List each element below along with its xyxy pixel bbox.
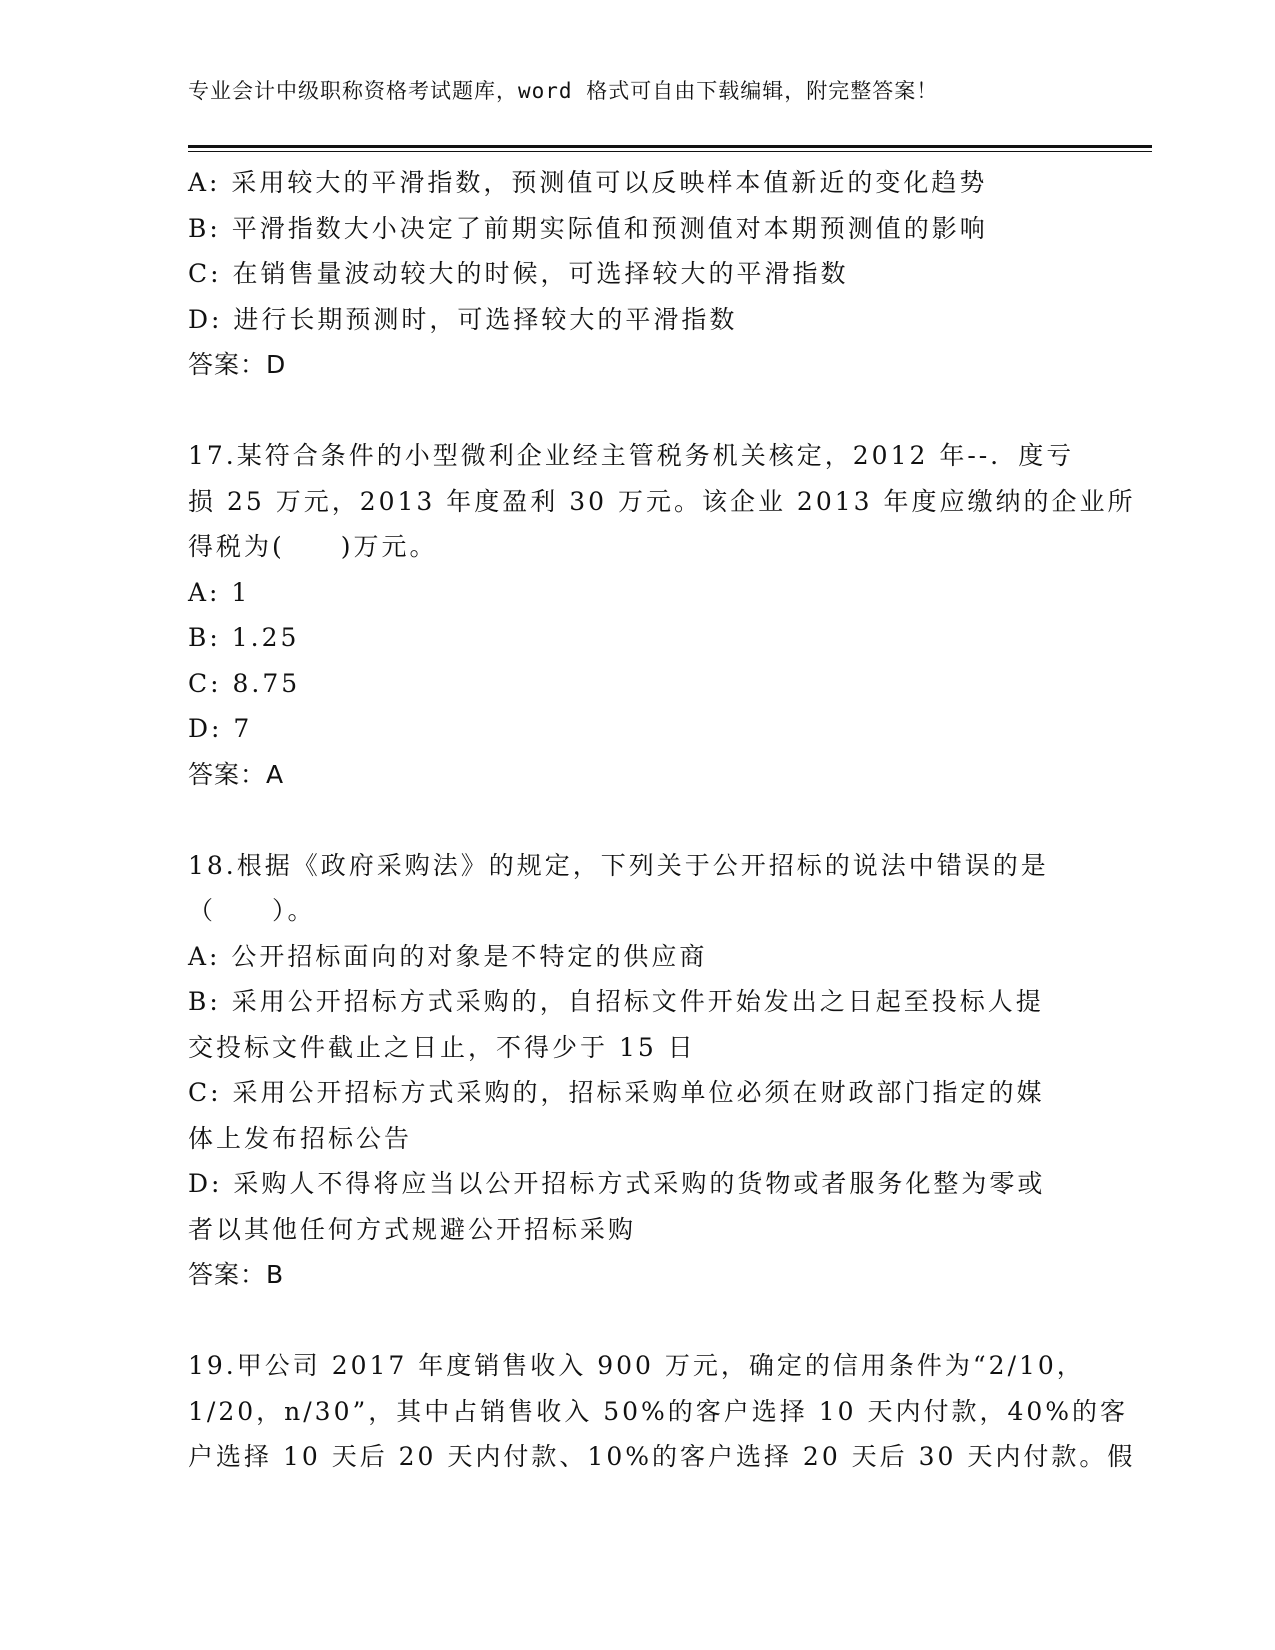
option-c-cont: 体上发布招标公告	[188, 1123, 413, 1153]
question-stem-line: 18.根据《政府采购法》的规定，下列关于公开招标的说法中错误的是	[188, 850, 1049, 880]
option-b: B: 平滑指数大小决定了前期实际值和预测值对本期预测值的影响	[188, 213, 988, 243]
option-b: B: 采用公开招标方式采购的，自招标文件开始发出之日起至投标人提	[188, 987, 1044, 1016]
option-b-cont: 交投标文件截止之日止，不得少于 15 日	[188, 1032, 696, 1062]
question-stem-line: 19.甲公司 2017 年度销售收入 900 万元，确定的信用条件为“2/10，	[188, 1351, 1085, 1380]
option-d-cont: 者以其他任何方式规避公开招标采购	[188, 1214, 637, 1244]
option-d: D: 采购人不得将应当以公开招标方式采购的货物或者服务化整为零或	[188, 1169, 1046, 1198]
page-header: 专业会计中级职称资格考试题库，word 格式可自由下载编辑，附完整答案！	[188, 79, 939, 103]
question-19	[188, 1343, 1136, 1480]
answer: 答案：B	[188, 1260, 285, 1289]
option-b: B: 1.25	[188, 623, 300, 652]
question-stem-line: 损 25 万元，2013 年度盈利 30 万元。该企业 2013 年度应缴纳的企业所	[188, 486, 1136, 516]
question-stem-line: 得税为( )万元。	[188, 532, 438, 561]
option-a: A: 采用较大的平滑指数，预测值可以反映样本值新近的变化趋势	[188, 168, 988, 197]
question-17	[188, 433, 1136, 797]
question-16	[188, 160, 1088, 388]
option-c: C: 在销售量波动较大的时候，可选择较大的平滑指数	[188, 259, 849, 288]
question-18	[188, 843, 1088, 1298]
header-rule-thin	[188, 151, 1152, 152]
question-stem-line: 1/20，n/30”，其中占销售收入 50%的客户选择 10 天内付款，40%的客	[188, 1396, 1129, 1426]
option-a: A: 1	[188, 577, 251, 607]
option-a: A: 公开招标面向的对象是不特定的供应商	[188, 941, 708, 971]
question-content	[188, 160, 1136, 1480]
option-d: D: 7	[188, 714, 253, 743]
option-d: D: 进行长期预测时，可选择较大的平滑指数	[188, 304, 738, 334]
option-c: C: 采用公开招标方式采购的，招标采购单位必须在财政部门指定的媒	[188, 1078, 1045, 1107]
question-stem-line: （ ）。	[188, 896, 316, 925]
question-stem-line: 户选择 10 天后 20 天内付款、10%的客户选择 20 天后 30 天内付款。假	[188, 1442, 1136, 1471]
header-rule-thick	[188, 145, 1152, 148]
question-stem-line: 17.某符合条件的小型微利企业经主管税务机关核定，2012 年--．度亏	[188, 441, 1075, 470]
answer: 答案：D	[188, 350, 287, 379]
answer: 答案：A	[188, 759, 285, 789]
option-c: C: 8.75	[188, 668, 301, 698]
